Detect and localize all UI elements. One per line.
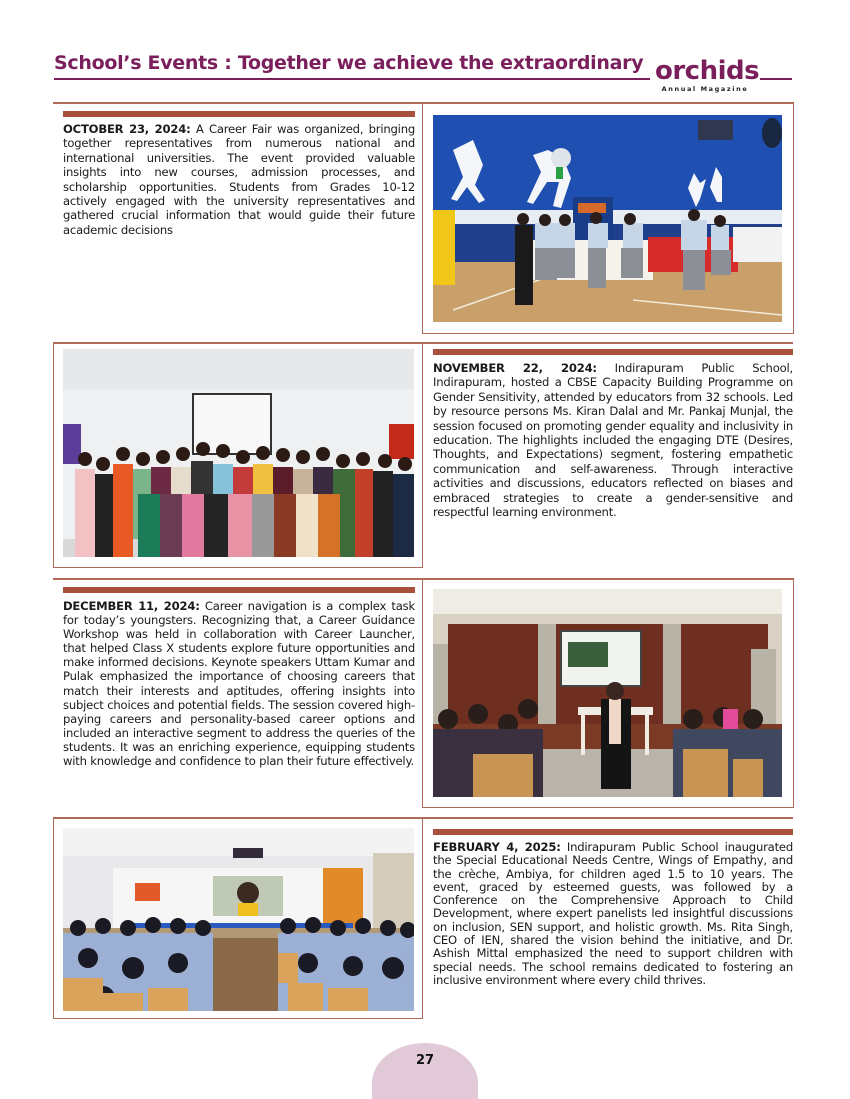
logo-wordmark: orchids xyxy=(655,56,760,86)
page-number: 27 xyxy=(415,1053,435,1068)
career-fair-photo xyxy=(433,115,782,322)
event-date: OCTOBER 23, 2024: xyxy=(63,122,191,136)
section-accent-bar xyxy=(433,349,793,355)
section-accent-bar xyxy=(433,829,793,835)
event-description: Indirapuram Public School, Indirapuram, hosted a CBSE Capacity Building Programme on Gender Sensitivity, attended by educators from 32 schools. Led by resource persons Ms. Kiran Dalal and Mr. Pankaj Munjal, the session focused on promoting gender equality and inclusivity in education. The highlights included the engaging DTE (Desires, Thoughts, and Expectations) segment, fostering empathetic communication and self-awareness. Through interactive activities and discussions, educators reflected on biases and embraced strategies to create a gender-sensitive and respectful learning environment. xyxy=(433,361,793,520)
event-date: DECEMBER 11, 2024: xyxy=(63,599,200,613)
section-accent-bar xyxy=(63,111,415,117)
event-text-october xyxy=(63,122,415,237)
logo-subtitle: Annual Magazine xyxy=(661,85,749,93)
orchids-logo xyxy=(655,56,760,93)
event-date: FEBRUARY 4, 2025: xyxy=(433,840,561,854)
event-description: Indirapuram Public School inaugurated the Special Educational Needs Centre, Wings of Empathy, and the crèche, Ambiya, for children aged 1.5 to 10 years. The event, graced by esteemed guests, was followed by a Conference on the Comprehensive Approach to Child Development, where expert panelists led insightful discussions on inclusion, SEN support, and holistic growth. Ms. Rita Singh, CEO of IEN, shared the vision behind the initiative, and Dr. Ashish Mittal emphasized the need to support children with special needs. The school remains dedicated to fostering an inclusive environment where every child thrives. xyxy=(433,840,794,987)
section-accent-bar xyxy=(63,587,415,593)
event-text-february xyxy=(433,841,793,987)
event-text-december xyxy=(63,599,415,768)
sen-centre-conference-photo xyxy=(63,828,414,1011)
event-description: Career navigation is a complex task for today’s youngsters. Recognizing that, a Career Guidance Workshop was held in collaboration with Career Launcher, that helped Class X students explore future opportunities and make informed decisions. Keynote speakers Uttam Kumar and Pulak emphasized the importance of choosing careers that match their interests and aptitudes, offering insights into subject choices and potential fields. The session covered high-paying careers and personality-based career options and included an interactive segment to address the queries of the students. It was an enriching experience, equipping students with knowledge and confidence to plan their future effectively. xyxy=(63,599,415,769)
career-guidance-workshop-photo xyxy=(433,589,782,797)
title-underline xyxy=(54,78,650,80)
logo-right-rule xyxy=(760,78,792,80)
event-date: NOVEMBER 22, 2024: xyxy=(433,361,597,375)
event-text-november xyxy=(433,361,793,519)
page-number-badge xyxy=(372,1043,478,1099)
page-title: School’s Events : Together we achieve the extraordinary xyxy=(54,52,644,74)
gender-sensitivity-group-photo xyxy=(63,349,414,557)
event-description: A Career Fair was organized, bringing together representatives from numerous national and international universities. The event provided valuable insights into new courses, admission processes, and scholarship opportunities. Students from Grades 10-12 actively engaged with the university representatives and gathered crucial information that would guide their future academic decisions xyxy=(63,122,415,237)
